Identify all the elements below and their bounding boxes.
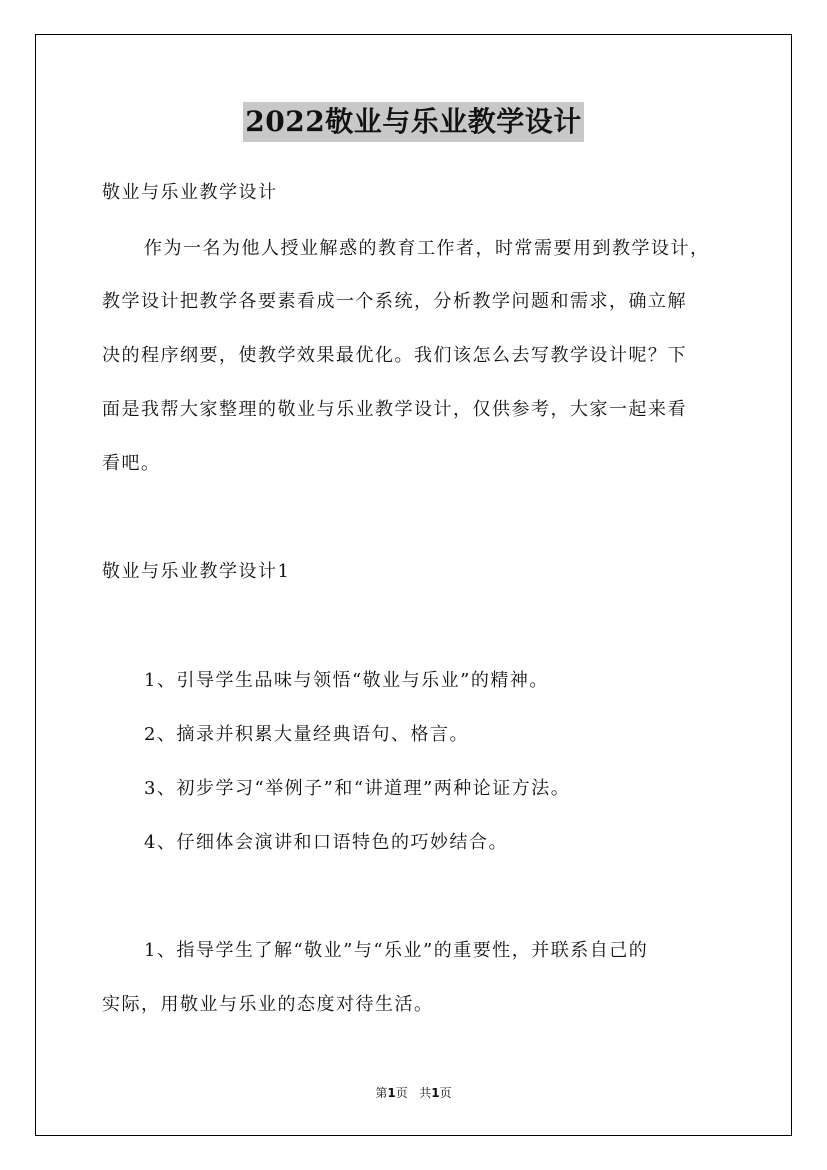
document-title: 2022敬业与乐业教学设计 xyxy=(243,102,583,142)
section-heading: 敬业与乐业教学设计1 xyxy=(102,561,291,582)
intro-line-1: 作为一名为他人授业解惑的教育工作者，时常需要用到教学设计， xyxy=(144,238,710,259)
footer-page-unit: 页 xyxy=(395,1086,408,1100)
intro-line-5: 看吧。 xyxy=(102,453,161,474)
title-wrap xyxy=(0,102,827,142)
intro-line-4: 面是我帮大家整理的敬业与乐业教学设计，仅供参考，大家一起来看 xyxy=(102,399,687,420)
footer-total-prefix: 共 xyxy=(419,1086,432,1100)
page-footer xyxy=(0,1085,827,1101)
goal2-line-1: 1、指导学生了解“敬业”与“乐业”的重要性，并联系自己的 xyxy=(144,940,649,961)
intro-line-3: 决的程序纲要，使教学效果最优化。我们该怎么去写教学设计呢？下 xyxy=(102,345,687,366)
footer-page-total: 1 xyxy=(431,1086,440,1100)
footer-page-current: 1 xyxy=(387,1086,396,1100)
intro-line-2: 教学设计把教学各要素看成一个系统，分析教学问题和需求，确立解 xyxy=(102,291,687,312)
goal-item: 4、仔细体会演讲和口语特色的巧妙结合。 xyxy=(144,832,508,853)
goal-item: 1、引导学生品味与领悟“敬业与乐业”的精神。 xyxy=(144,670,549,691)
goal-item: 3、初步学习“举例子”和“讲道理”两种论证方法。 xyxy=(144,778,571,799)
footer-page-prefix: 第 xyxy=(375,1086,388,1100)
goal2-line-2: 实际，用敬业与乐业的态度对待生活。 xyxy=(102,994,434,1015)
subtitle: 敬业与乐业教学设计 xyxy=(102,182,278,203)
footer-total-unit: 页 xyxy=(439,1086,452,1100)
goal-item: 2、摘录并积累大量经典语句、格言。 xyxy=(144,724,469,745)
